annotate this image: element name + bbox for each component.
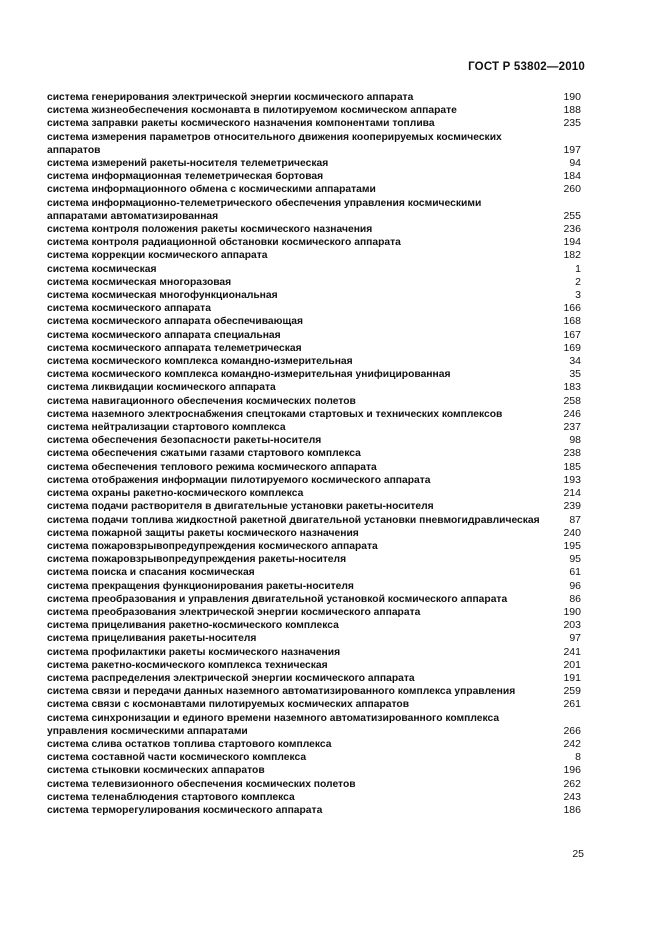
- index-page-ref: 214: [563, 487, 581, 500]
- index-term: система космическая многоразовая: [47, 276, 232, 288]
- index-term: система преобразования электрической энергии космического аппарата: [47, 606, 421, 618]
- index-term: система космическая многофункциональная: [47, 290, 278, 302]
- index-entry: [47, 368, 581, 381]
- index-term: система теленаблюдения стартового комплекса: [47, 791, 295, 803]
- index-term: система составной части космического комплекса: [47, 752, 307, 764]
- index-page-ref: 61: [569, 566, 581, 579]
- index-entry: [47, 540, 581, 553]
- index-entry: [47, 447, 581, 460]
- index-entry: [47, 527, 581, 540]
- index-entry: [47, 606, 581, 619]
- index-term: система заправки ракеты космического назначения компонентами топлива: [47, 118, 435, 130]
- index-page-ref: 258: [563, 394, 581, 407]
- index-term: система навигационного обеспечения космических полетов: [47, 395, 356, 407]
- index-entry: [47, 500, 581, 513]
- index-entry: [47, 276, 581, 289]
- index-entry: [47, 434, 581, 447]
- index-entry: [47, 474, 581, 487]
- index-entry: [47, 646, 581, 659]
- index-page-ref: 87: [569, 513, 581, 526]
- index-page-ref: 184: [563, 170, 581, 183]
- index-entry: [47, 764, 581, 777]
- index-term: система информационная телеметрическая бортовая: [47, 171, 324, 183]
- term-index-list: [47, 91, 581, 817]
- index-term: система космического аппарата специальная: [47, 329, 281, 341]
- index-entry: [47, 580, 581, 593]
- index-page-ref: 235: [563, 117, 581, 130]
- index-entry: [47, 236, 581, 249]
- index-page-ref: 169: [563, 341, 581, 354]
- index-page-ref: 255: [563, 209, 581, 222]
- index-page-ref: 35: [569, 368, 581, 381]
- index-entry: [47, 619, 581, 632]
- index-page-ref: 166: [563, 302, 581, 315]
- index-page-ref: 237: [563, 421, 581, 434]
- index-entry: [47, 632, 581, 645]
- index-term: система поиска и спасания космическая: [47, 567, 255, 579]
- index-page-ref: 168: [563, 315, 581, 328]
- index-page-ref: 185: [563, 460, 581, 473]
- index-entry: [47, 131, 581, 157]
- index-page-ref: 2: [575, 275, 581, 288]
- index-term: система контроля радиационной обстановки космического аппарата: [47, 237, 401, 249]
- index-term: система пожаровзрывопредупреждения ракеты-носителя: [47, 554, 347, 566]
- index-page-ref: 188: [563, 104, 581, 117]
- index-page-ref: 190: [563, 91, 581, 103]
- index-term: система подачи топлива жидкостной ракетной двигательной установки пневмогидравлическая: [47, 514, 540, 526]
- index-entry: [47, 183, 581, 196]
- index-page-ref: 240: [563, 526, 581, 539]
- index-page-ref: 262: [563, 777, 581, 790]
- index-page-ref: 243: [563, 790, 581, 803]
- index-page-ref: 94: [569, 157, 581, 170]
- index-page-ref: 242: [563, 737, 581, 750]
- index-entry: [47, 104, 581, 117]
- index-entry: [47, 302, 581, 315]
- index-page-ref: 246: [563, 407, 581, 420]
- index-entry: [47, 791, 581, 804]
- index-page-ref: 203: [563, 619, 581, 632]
- index-term: система подачи растворителя в двигательные установки ракеты-носителя: [47, 501, 434, 513]
- index-entry: [47, 698, 581, 711]
- index-page-ref: 97: [569, 632, 581, 645]
- index-page-ref: 196: [563, 764, 581, 777]
- index-term: система измерения параметров относительного движения кооперируемых космических аппаратов: [47, 131, 502, 156]
- page-number: 25: [572, 848, 584, 860]
- index-entry: [47, 751, 581, 764]
- index-page-ref: 259: [563, 685, 581, 698]
- index-page-ref: 190: [563, 605, 581, 618]
- index-term: система распределения электрической энергии космического аппарата: [47, 672, 415, 684]
- index-entry: [47, 170, 581, 183]
- index-page-ref: 1: [575, 262, 581, 275]
- document-header: ГОСТ Р 53802—2010: [468, 61, 585, 73]
- index-entry: [47, 342, 581, 355]
- index-page-ref: 8: [575, 751, 581, 764]
- index-entry: [47, 117, 581, 130]
- index-entry: [47, 738, 581, 751]
- index-entry: [47, 197, 581, 223]
- index-entry: [47, 263, 581, 276]
- index-page-ref: 3: [575, 289, 581, 302]
- index-entry: [47, 381, 581, 394]
- index-term: система прицеливания ракетно-космического комплекса: [47, 620, 339, 632]
- index-entry: [47, 249, 581, 262]
- index-entry: [47, 223, 581, 236]
- index-entry: [47, 408, 581, 421]
- index-term: система космического комплекса командно-измерительная: [47, 356, 353, 368]
- index-page-ref: 238: [563, 447, 581, 460]
- index-entry: [47, 685, 581, 698]
- index-term: система ликвидации космического аппарата: [47, 382, 276, 394]
- index-term: система преобразования и управления двигательной установкой космического аппарата: [47, 593, 508, 605]
- index-entry: [47, 487, 581, 500]
- index-term: система космического аппарата обеспечивающая: [47, 316, 304, 328]
- index-page-ref: 197: [563, 143, 581, 156]
- index-term: система космического комплекса командно-измерительная унифицированная: [47, 369, 451, 381]
- index-page-ref: 167: [563, 328, 581, 341]
- index-term: система жизнеобеспечения космонавта в пилотируемом космическом аппарате: [47, 105, 457, 117]
- index-term: система ракетно-космического комплекса техническая: [47, 659, 328, 671]
- index-entry: [47, 712, 581, 738]
- index-term: система стыковки космических аппаратов: [47, 765, 265, 777]
- index-term: система обеспечения теплового режима космического аппарата: [47, 461, 377, 473]
- index-term: система связи с космонавтами пилотируемых космических аппаратов: [47, 699, 410, 711]
- index-entry: [47, 315, 581, 328]
- index-term: система генерирования электрической энергии космического аппарата: [47, 92, 414, 103]
- index-page-ref: 201: [563, 658, 581, 671]
- index-entry: [47, 329, 581, 342]
- index-page-ref: 261: [563, 698, 581, 711]
- index-page-ref: 86: [569, 592, 581, 605]
- index-page-ref: 98: [569, 434, 581, 447]
- index-entry: [47, 566, 581, 579]
- index-page-ref: 186: [563, 803, 581, 816]
- index-term: система пожаровзрывопредупреждения космического аппарата: [47, 540, 378, 552]
- index-term: система прекращения функционирования ракеты-носителя: [47, 580, 354, 592]
- index-entry: [47, 593, 581, 606]
- index-term: система прицеливания ракеты-носителя: [47, 633, 257, 645]
- index-term: система информационно-телеметрического обеспечения управления космическими аппаратами автоматизированная: [47, 197, 482, 222]
- index-term: система профилактики ракеты космического назначения: [47, 646, 341, 658]
- index-term: система связи и передачи данных наземного автоматизированного комплекса управления: [47, 686, 516, 698]
- index-page-ref: 95: [569, 553, 581, 566]
- index-entry: [47, 672, 581, 685]
- index-entry: [47, 659, 581, 672]
- index-term: система космическая: [47, 263, 157, 275]
- index-entry: [47, 778, 581, 791]
- index-page-ref: 193: [563, 473, 581, 486]
- index-term: система охраны ракетно-космического комплекса: [47, 488, 304, 500]
- index-entry: [47, 355, 581, 368]
- index-entry: [47, 157, 581, 170]
- index-entry: [47, 395, 581, 408]
- index-page-ref: 34: [569, 355, 581, 368]
- index-page-ref: 239: [563, 500, 581, 513]
- index-term: система пожарной защиты ракеты космического назначения: [47, 527, 359, 539]
- index-page-ref: 260: [563, 183, 581, 196]
- index-page-ref: 195: [563, 539, 581, 552]
- index-term: система синхронизации и единого времени наземного автоматизированного комплекса управления космическими аппаратами: [47, 712, 500, 737]
- index-term: система космического аппарата: [47, 303, 211, 315]
- index-page-ref: 241: [563, 645, 581, 658]
- index-term: система информационного обмена с космическими аппаратами: [47, 184, 376, 196]
- index-term: система контроля положения ракеты космического назначения: [47, 224, 373, 236]
- index-page-ref: 191: [563, 671, 581, 684]
- index-entry: [47, 553, 581, 566]
- index-entry: [47, 421, 581, 434]
- index-entry: [47, 461, 581, 474]
- index-page-ref: 266: [563, 724, 581, 737]
- index-page-ref: 96: [569, 579, 581, 592]
- index-entry: [47, 289, 581, 302]
- index-term: система терморегулирования космического аппарата: [47, 804, 323, 816]
- index-page-ref: 182: [563, 249, 581, 262]
- index-entry: [47, 514, 581, 527]
- index-term: система нейтрализации стартового комплекса: [47, 422, 286, 434]
- index-term: система обеспечения сжатыми газами стартового комплекса: [47, 448, 361, 460]
- index-page-ref: 183: [563, 381, 581, 394]
- index-entry: [47, 91, 581, 104]
- index-entry: [47, 804, 581, 817]
- index-page-ref: 194: [563, 236, 581, 249]
- index-term: система отображения информации пилотируемого космического аппарата: [47, 474, 431, 486]
- index-term: система слива остатков топлива стартового комплекса: [47, 738, 332, 750]
- index-term: система наземного электроснабжения спецтоками стартовых и технических комплексов: [47, 408, 503, 420]
- index-term: система обеспечения безопасности ракеты-носителя: [47, 435, 322, 447]
- index-term: система коррекции космического аппарата: [47, 250, 268, 262]
- index-term: система телевизионного обеспечения космических полетов: [47, 778, 356, 790]
- index-page-ref: 236: [563, 223, 581, 236]
- index-term: система измерений ракеты-носителя телеметрическая: [47, 158, 329, 170]
- index-term: система космического аппарата телеметрическая: [47, 342, 302, 354]
